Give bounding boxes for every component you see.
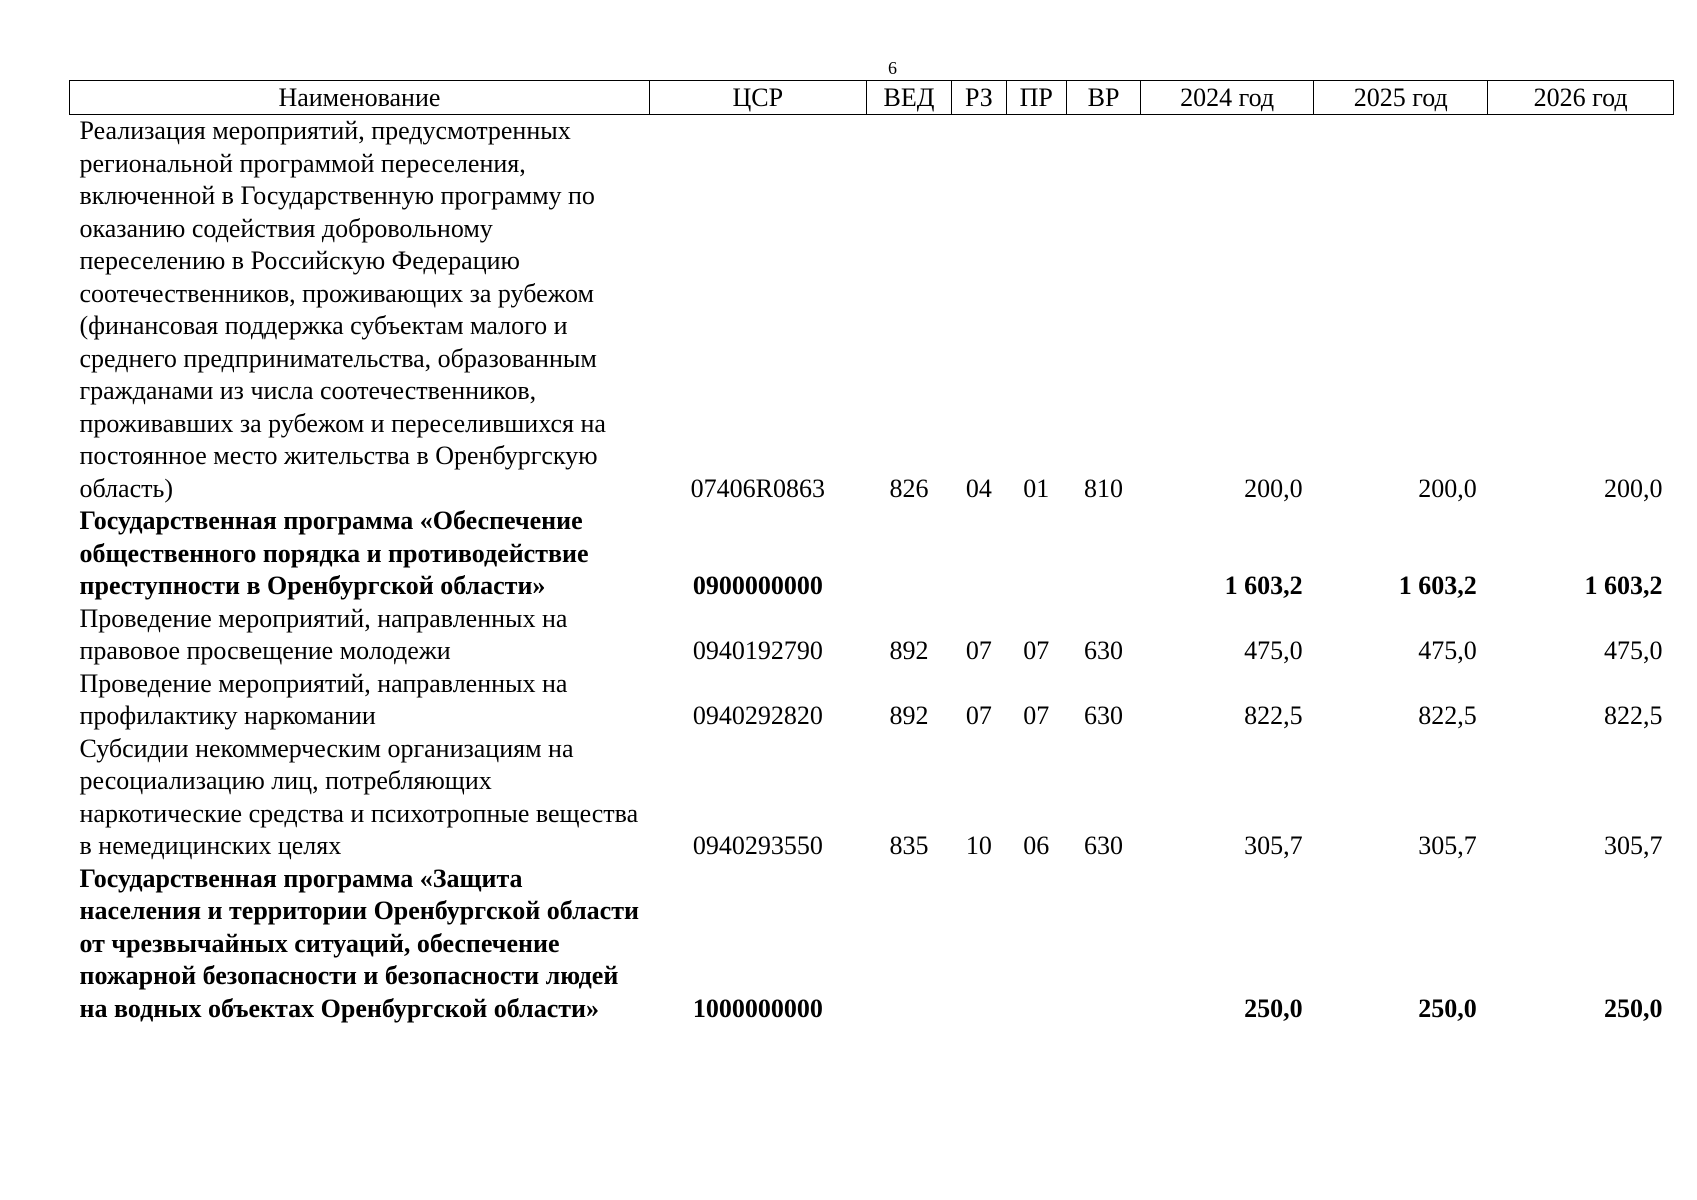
row-name: Проведение мероприятий, направленных на профилактику наркомании — [79, 668, 568, 730]
row-ved: 892 — [889, 636, 929, 665]
row-rz — [952, 863, 1006, 1026]
row-2024: 250,0 — [1244, 993, 1303, 1023]
row-2024: 200,0 — [1244, 473, 1303, 503]
row-2026: 822,5 — [1604, 701, 1663, 730]
row-name: Проведение мероприятий, направленных на правовое просвещение молодежи — [79, 603, 568, 665]
row-2025: 1 603,2 — [1398, 571, 1477, 600]
row-ved: 826 — [889, 473, 929, 503]
header-pr: ПР — [1006, 81, 1066, 115]
row-rz: 10 — [965, 831, 992, 860]
table-row — [70, 115, 1674, 506]
row-pr: 06 — [1023, 831, 1050, 860]
row-csr: 0940192790 — [692, 636, 823, 665]
header-2024: 2024 год — [1141, 81, 1314, 115]
row-rz: 07 — [965, 701, 992, 730]
header-2026: 2026 год — [1488, 81, 1674, 115]
row-2026: 200,0 — [1604, 473, 1663, 503]
row-2024: 1 603,2 — [1224, 571, 1303, 600]
table-row — [70, 603, 1674, 668]
header-row — [70, 81, 1674, 115]
header-2025: 2025 год — [1314, 81, 1488, 115]
row-pr — [1006, 505, 1066, 603]
table-row — [70, 733, 1674, 863]
row-vr — [1067, 863, 1141, 1026]
row-2026: 475,0 — [1604, 636, 1663, 665]
row-name: Государственная программа «Обеспечение общественного порядка и противодействие преступности в Оренбургской области» — [79, 506, 589, 600]
row-csr: 0940292820 — [692, 701, 823, 730]
header-rz: РЗ — [952, 81, 1006, 115]
row-vr: 810 — [1084, 473, 1124, 503]
row-csr: 1000000000 — [692, 993, 823, 1023]
row-vr: 630 — [1084, 831, 1124, 860]
row-2025: 475,0 — [1418, 636, 1477, 665]
row-csr: 0900000000 — [692, 571, 823, 600]
row-2026: 1 603,2 — [1584, 571, 1663, 600]
row-2024: 305,7 — [1244, 831, 1303, 860]
row-pr: 01 — [1023, 473, 1050, 503]
row-vr — [1067, 505, 1141, 603]
row-name: Государственная программа «Защита населения и территории Оренбургской области от чрезвычайных ситуаций, обеспечение пожарной безопасности и безопасности людей на водных объектах Оренбургской области» — [79, 863, 639, 1023]
table-body — [70, 115, 1674, 1026]
table-row — [70, 863, 1674, 1026]
table-row — [70, 505, 1674, 603]
table-row — [70, 668, 1674, 733]
row-rz: 04 — [965, 473, 992, 503]
header-csr: ЦСР — [649, 81, 866, 115]
row-vr: 630 — [1084, 701, 1124, 730]
row-2026: 250,0 — [1604, 993, 1663, 1023]
header-ved: ВЕД — [866, 81, 952, 115]
row-2024: 475,0 — [1244, 636, 1303, 665]
row-ved: 835 — [889, 831, 929, 860]
row-2025: 305,7 — [1418, 831, 1477, 860]
header-vr: ВР — [1067, 81, 1141, 115]
row-vr: 630 — [1084, 636, 1124, 665]
page-number: 6 — [888, 58, 897, 78]
row-2026: 305,7 — [1604, 831, 1663, 860]
row-ved — [866, 863, 952, 1026]
budget-table — [69, 80, 1674, 1025]
row-name: Реализация мероприятий, предусмотренных региональной программой переселения, включенной в Государственную программу по оказанию содействия добровольному переселению в Российскую Федерацию соотечественников, проживающих за рубежом (финансовая поддержка субъектам малого и среднего предпринимательства, образованным гражданами из числа соотечественников, проживавших за рубежом и переселившихся на постоянное место жительства в Оренбургскую область) — [79, 116, 606, 503]
row-name: Субсидии некоммерческим организациям на ресоциализацию лиц, потребляющих наркотические средства и психотропные вещества в немедицинских целях — [79, 733, 639, 860]
row-2025: 250,0 — [1418, 993, 1477, 1023]
row-pr: 07 — [1023, 701, 1050, 730]
row-2025: 822,5 — [1418, 701, 1477, 730]
row-rz — [952, 505, 1006, 603]
row-2025: 200,0 — [1418, 473, 1477, 503]
row-2024: 822,5 — [1244, 701, 1303, 730]
row-ved — [866, 505, 952, 603]
row-ved: 892 — [889, 701, 929, 730]
header-name: Наименование — [70, 81, 650, 115]
row-csr: 0940293550 — [692, 831, 823, 860]
table-header — [70, 81, 1674, 115]
row-rz: 07 — [965, 636, 992, 665]
row-csr: 07406R0863 — [690, 473, 825, 503]
row-pr: 07 — [1023, 636, 1050, 665]
row-pr — [1006, 863, 1066, 1026]
